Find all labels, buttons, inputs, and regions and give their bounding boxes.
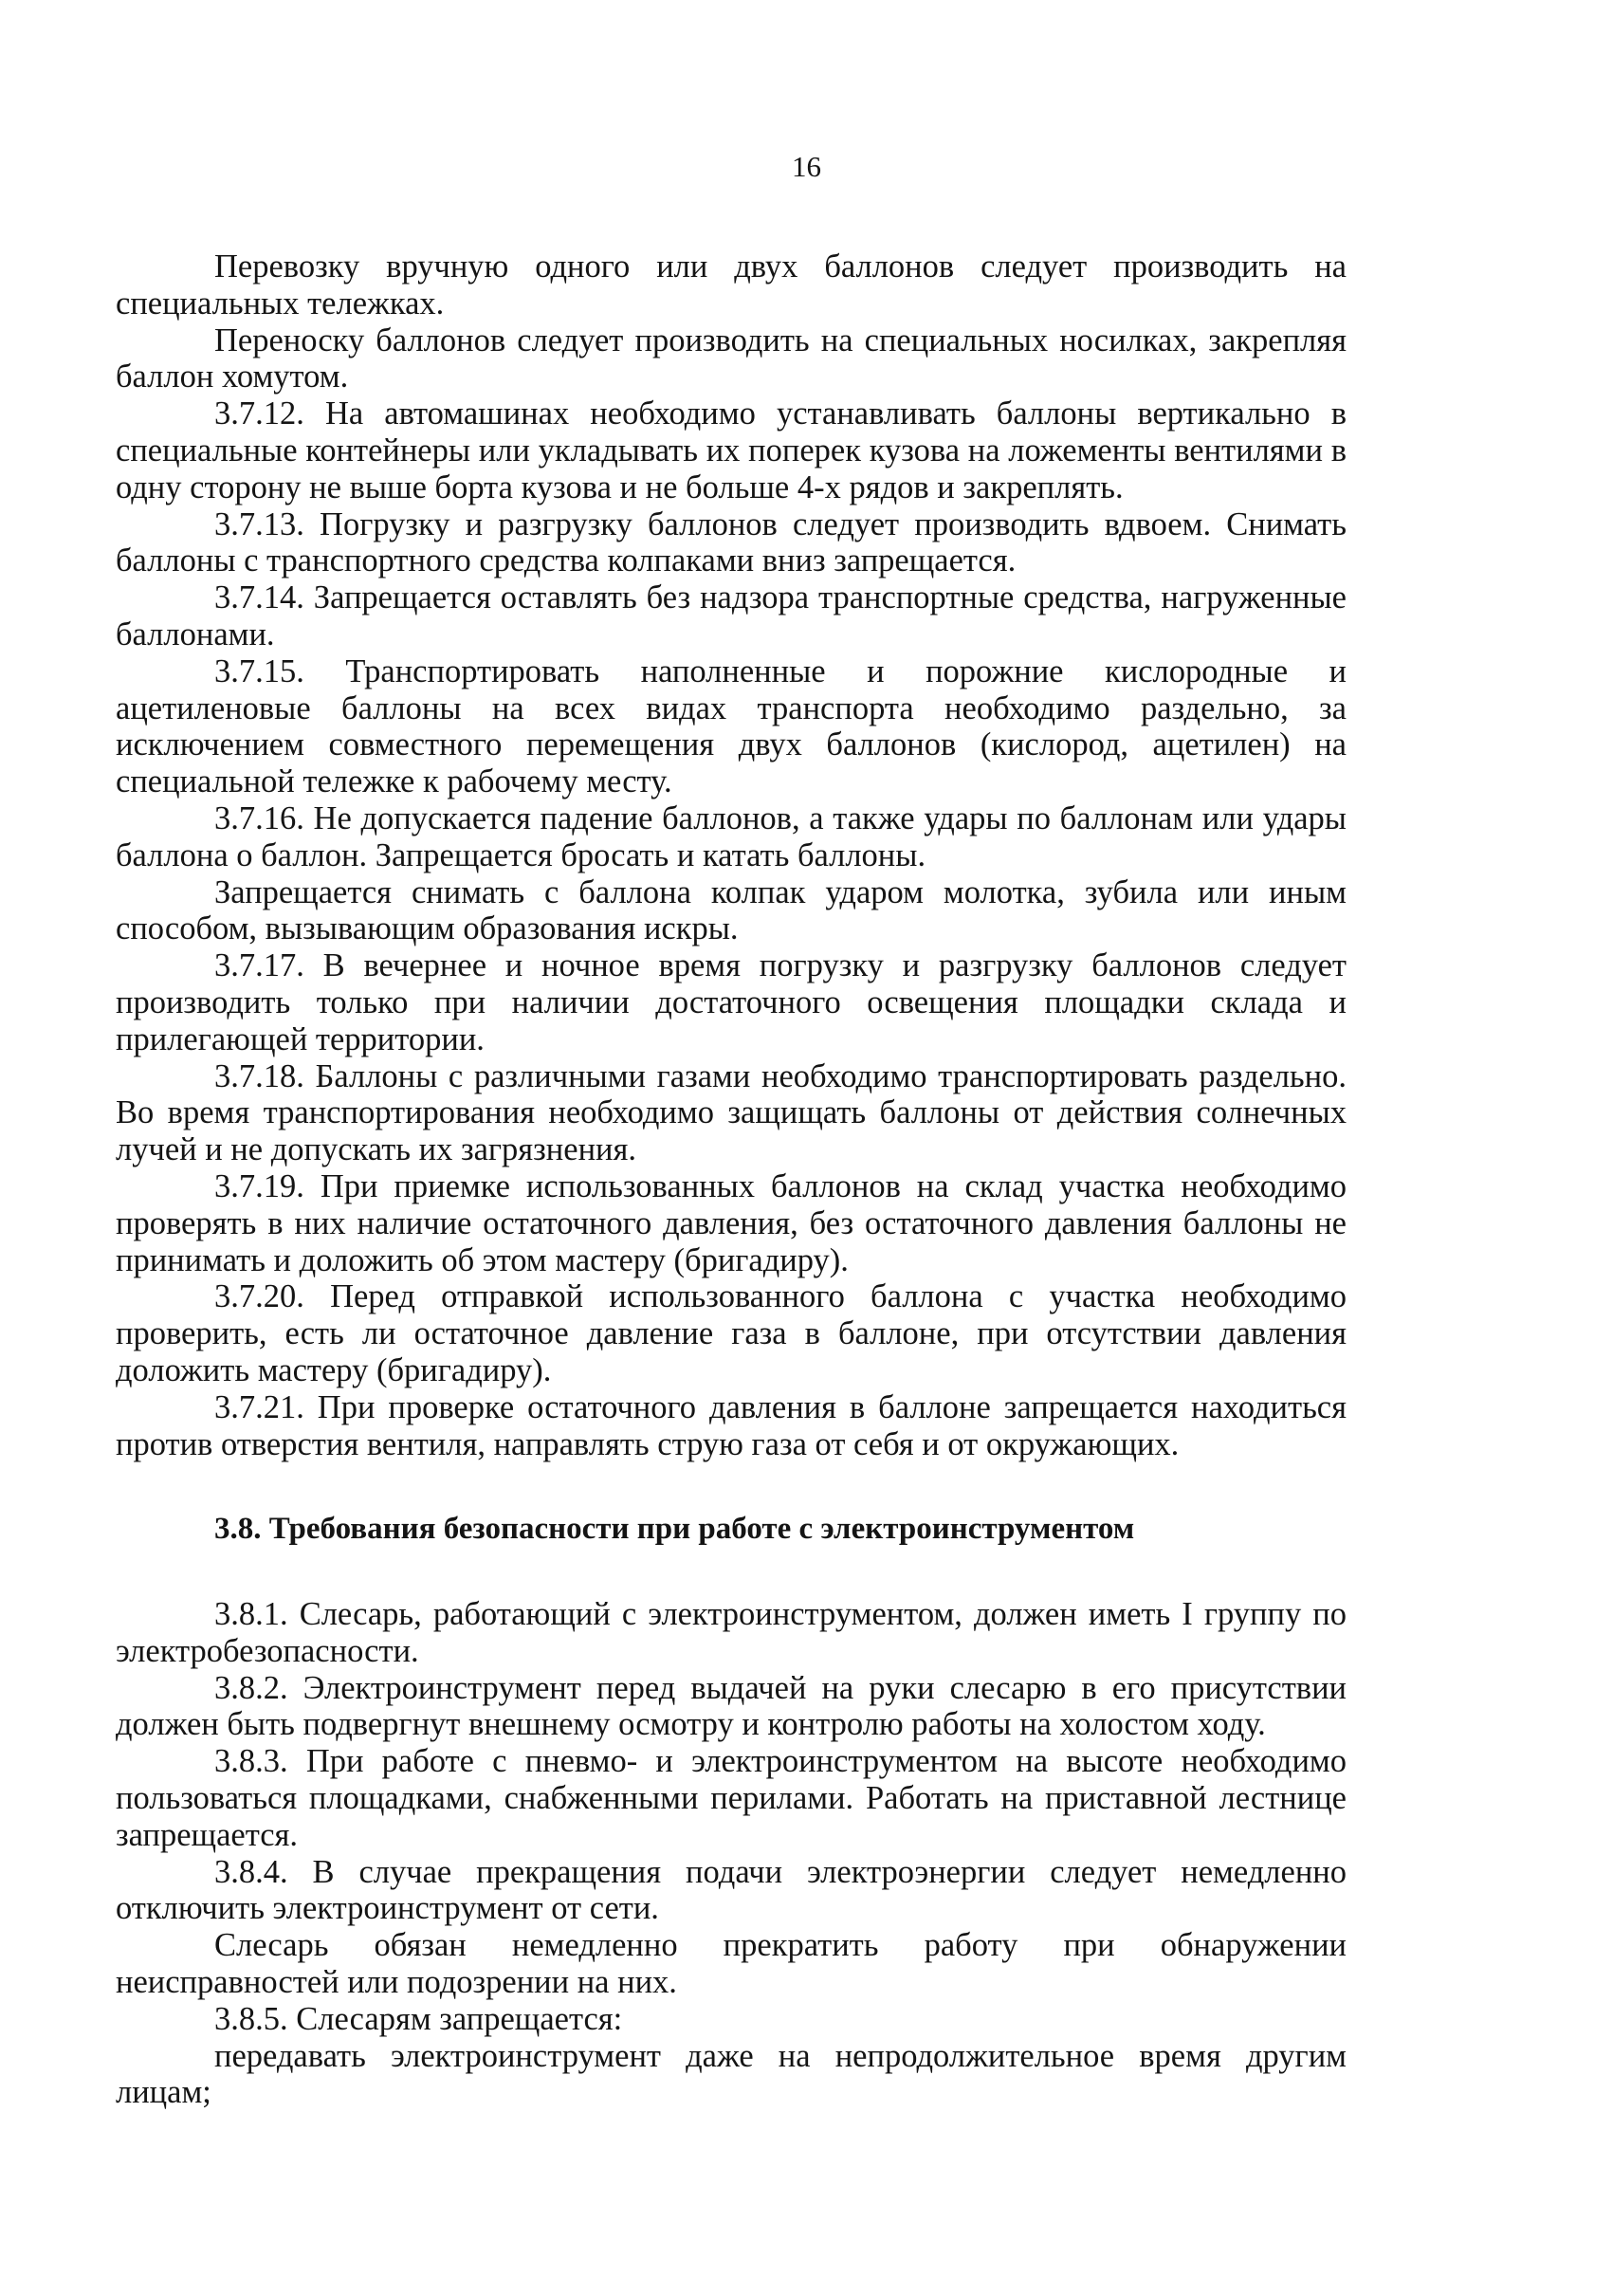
paragraph-transport-carts: Перевозку вручную одного или двух баллонов следует производить на специальных тележках. bbox=[116, 248, 1347, 321]
paragraph-3-8-1: 3.8.1. Слесарь, работающий с электроинструментом, должен иметь I группу по электробезопасности. bbox=[116, 1596, 1347, 1669]
paragraph-3-7-15: 3.7.15. Транспортировать наполненные и порожние кислородные и ацетиленовые баллоны на всех видах транспорта необходимо раздельно, за исключением совместного перемещения двух баллонов (кислород, ацетилен) на специальной тележке к рабочему месту. bbox=[116, 652, 1347, 800]
paragraph-3-7-16: 3.7.16. Не допускается падение баллонов, а также удары по баллонам или удары баллона о баллон. Запрещается бросать и катать баллоны. bbox=[116, 799, 1347, 873]
paragraph-malfunction: Слесарь обязан немедленно прекратить работу при обнаружении неисправностей или подозрении на них. bbox=[116, 1927, 1347, 2001]
paragraph-3-7-19: 3.7.19. При приемке использованных баллонов на склад участка необходимо проверять в них наличие остаточного давления, без остаточного давления баллоны не принимать и доложить об этом мастеру (бригадиру). bbox=[116, 1167, 1347, 1278]
paragraph-3-7-14: 3.7.14. Запрещается оставлять без надзора транспортные средства, нагруженные баллонами. bbox=[116, 579, 1347, 652]
paragraph-3-7-12: 3.7.12. На автомашинах необходимо устанавливать баллоны вертикально в специальные контейнеры или укладывать их поперек кузова на ложементы вентилями в одну сторону не выше борта кузова и не больше 4-х рядов и закреплять. bbox=[116, 395, 1347, 505]
paragraph-3-7-17: 3.7.17. В вечернее и ночное время погрузку и разгрузку баллонов следует производить только при наличии достаточного освещения площадки склада и прилегающей территории. bbox=[116, 947, 1347, 1057]
paragraph-cap-removal: Запрещается снимать с баллона колпак ударом молотка, зубила или иным способом, вызывающим образования искры. bbox=[116, 873, 1347, 947]
paragraph-3-7-20: 3.7.20. Перед отправкой использованного баллона с участка необходимо проверить, есть ли остаточное давление газа в баллоне, при отсутствии давления доложить мастеру (бригадиру). bbox=[116, 1278, 1347, 1388]
paragraph-3-8-5: 3.8.5. Слесарям запрещается: bbox=[214, 2000, 623, 2037]
section-heading: 3.8. Требования безопасности при работе с электроинструментом bbox=[214, 1512, 1135, 1547]
paragraph-3-8-2: 3.8.2. Электроинструмент перед выдачей на руки слесарю в его присутствии должен быть подвергнут внешнему осмотру и контролю работы на холостом ходу. bbox=[116, 1669, 1347, 1743]
paragraph-prohibition-transfer: передавать электроинструмент даже на непродолжительное время другим лицам; bbox=[116, 2037, 1347, 2111]
paragraph-3-7-18: 3.7.18. Баллоны с различными газами необходимо транспортировать раздельно. Во время транспортирования необходимо защищать баллоны от действия солнечных лучей и не допускать их загрязнения. bbox=[116, 1057, 1347, 1168]
paragraph-3-7-21: 3.7.21. При проверке остаточного давления в баллоне запрещается находиться против отверстия вентиля, направлять струю газа от себя и от окружающих. bbox=[116, 1388, 1347, 1462]
paragraph-3-8-4: 3.8.4. В случае прекращения подачи электроэнергии следует немедленно отключить электроинструмент от сети. bbox=[116, 1853, 1347, 1927]
page-number: 16 bbox=[792, 150, 821, 183]
paragraph-stretchers: Переноску баллонов следует производить на специальных носилках, закрепляя баллон хомутом. bbox=[116, 321, 1347, 395]
paragraph-3-8-3: 3.8.3. При работе с пневмо- и электроинструментом на высоте необходимо пользоваться площадками, снабженными перилами. Работать на приставной лестнице запрещается. bbox=[116, 1743, 1347, 1853]
page-body bbox=[116, 248, 1347, 2111]
paragraph-3-7-13: 3.7.13. Погрузку и разгрузку баллонов следует производить вдвоем. Снимать баллоны с транспортного средства колпаками вниз запрещается. bbox=[116, 505, 1347, 579]
